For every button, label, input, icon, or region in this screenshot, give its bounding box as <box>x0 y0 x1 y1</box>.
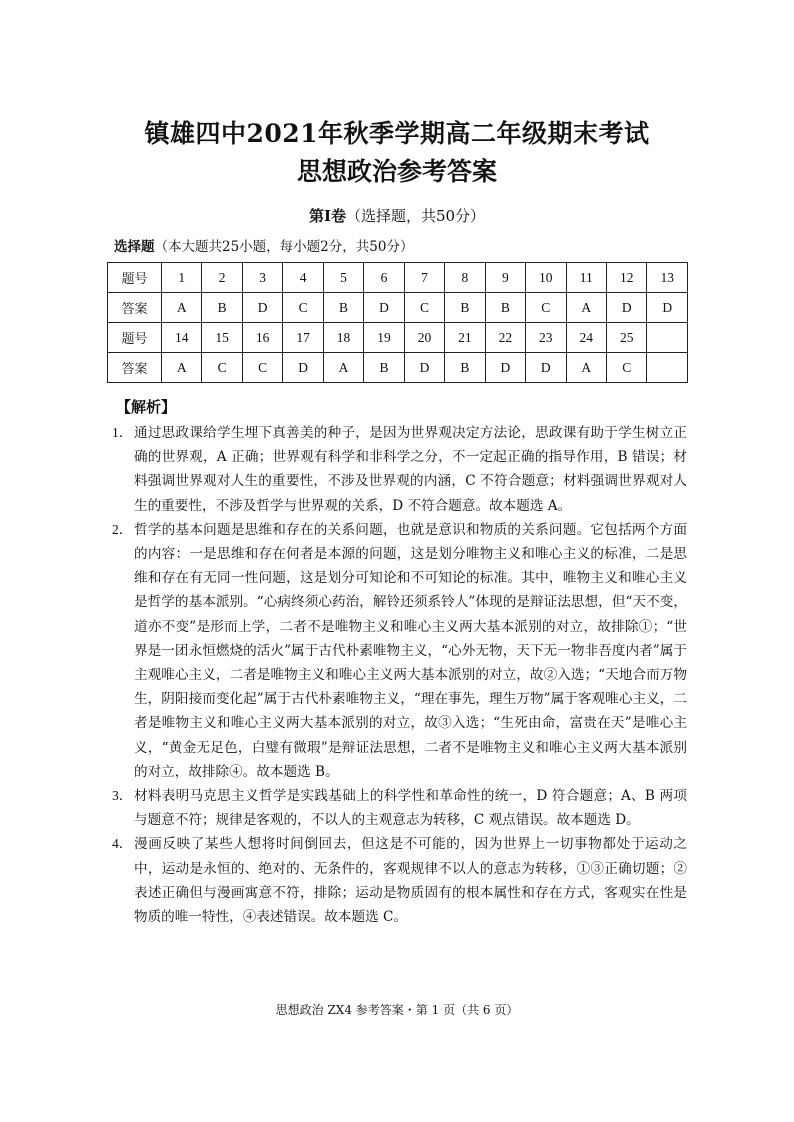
question-number-cell: 4 <box>283 263 323 293</box>
answer-cell: C <box>202 353 242 383</box>
question-number-cell: 11 <box>566 263 606 293</box>
answer-cell: A <box>566 353 606 383</box>
section-heading <box>0 205 794 226</box>
answer-cell: B <box>364 353 404 383</box>
answer-cell: C <box>404 293 444 323</box>
question-number-cell: 17 <box>283 323 323 353</box>
item-text: 材料表明马克思主义哲学是实践基础上的科学性和革命性的统一，D 符合题意；A、B 两项与题意不符；规律是客观的，不以人的主观意志为转移，C 观点错误。故本题选 D。 <box>134 788 687 829</box>
answer-table-row <box>108 323 688 353</box>
row-header-cell: 题号 <box>108 263 162 293</box>
question-number-cell: 14 <box>162 323 202 353</box>
question-number-cell: 1 <box>162 263 202 293</box>
choice-note-detail: （本大题共25小题，每小题2分，共50分） <box>154 239 414 255</box>
section-detail: （选择题，共50分） <box>345 207 486 225</box>
question-number-cell: 12 <box>606 263 646 293</box>
section-label: 第Ⅰ卷 <box>308 207 346 225</box>
choice-note <box>114 235 413 255</box>
analysis-item <box>112 784 687 832</box>
question-number-cell: 8 <box>445 263 485 293</box>
analysis-item <box>112 518 687 784</box>
analysis-item <box>112 832 687 929</box>
question-number-cell: 23 <box>526 323 566 353</box>
item-text: 漫画反映了某些人想将时间倒回去，但这是不可能的，因为世界上一切事物都处于运动之中，运动是永恒的、绝对的、无条件的，客观规律不以人的意志为转移，①③正确切题；②表述正确但与漫画寓意不符，排除；运动是物质固有的根本属性和存在方式，客观实在性是物质的唯一特性，④表述错误。故本题选 C。 <box>134 836 687 926</box>
question-number-cell: 9 <box>485 263 525 293</box>
answer-table-row <box>108 263 688 293</box>
question-number-cell: 22 <box>485 323 525 353</box>
answer-cell: A <box>162 353 202 383</box>
analysis-list <box>112 421 687 929</box>
answer-cell: D <box>242 293 282 323</box>
answer-cell: A <box>566 293 606 323</box>
answer-cell: D <box>606 293 646 323</box>
answer-cell: B <box>202 293 242 323</box>
question-number-cell: 16 <box>242 323 282 353</box>
question-number-cell: 7 <box>404 263 444 293</box>
question-number-cell: 10 <box>526 263 566 293</box>
question-number-cell <box>647 323 688 353</box>
answer-cell: B <box>445 293 485 323</box>
answer-cell: D <box>364 293 404 323</box>
answer-cell: D <box>485 353 525 383</box>
answer-cell: C <box>606 353 646 383</box>
question-number-cell: 24 <box>566 323 606 353</box>
question-number-cell: 13 <box>647 263 688 293</box>
answer-table-row <box>108 353 688 383</box>
page-footer: 思想政治 ZX4 参考答案・第 1 页（共 6 页） <box>275 1003 519 1017</box>
row-header-cell: 答案 <box>108 353 162 383</box>
answer-cell: D <box>526 353 566 383</box>
question-number-cell: 21 <box>445 323 485 353</box>
analysis-item <box>112 421 687 518</box>
question-number-cell: 19 <box>364 323 404 353</box>
answer-cell: C <box>526 293 566 323</box>
answer-cell: D <box>283 353 323 383</box>
answer-cell: C <box>242 353 282 383</box>
exam-title: 镇雄四中2021年秋季学期高二年级期末考试 <box>144 119 650 148</box>
row-header-cell: 答案 <box>108 293 162 323</box>
answer-cell: A <box>162 293 202 323</box>
answer-cell: D <box>647 293 688 323</box>
question-number-cell: 2 <box>202 263 242 293</box>
answer-cell: D <box>404 353 444 383</box>
question-number-cell: 6 <box>364 263 404 293</box>
question-number-cell: 25 <box>606 323 646 353</box>
analysis-heading: 【解析】 <box>116 398 177 416</box>
answer-cell <box>647 353 688 383</box>
item-number: 4． <box>112 836 133 852</box>
answer-cell: B <box>485 293 525 323</box>
question-number-cell: 18 <box>323 323 363 353</box>
answer-table <box>107 262 688 383</box>
item-text: 哲学的基本问题是思维和存在的关系问题，也就是意识和物质的关系问题。它包括两个方面的内容：一是思维和存在何者是本源的问题，这是划分唯物主义和唯心主义的标准，二是思维和存在有无同一性问题，这是划分可知论和不可知论的标准。其中，唯物主义和唯心主义是哲学的基本派别。“心病终须心药治，解铃还须系铃人”体现的是辩证法思想，但“天不变，道亦不变”是形而上学，二者不是唯物主义和唯心主义两大基本派别的对立，故排除①；“世界是一团永恒燃烧的活火”属于古代朴素唯物主义，“心外无物，天下无一物非吾度内者”属于主观唯心主义，二者是唯物主义和唯心主义两大基本派别的对立，故②入选；“天地合而万物生，阴阳接而变化起”属于古代朴素唯物主义，“理在事先，理生万物”属于客观唯心主义，二者是唯物主义和唯心主义两大基本派别的对立，故③入选；“生死由命，富贵在天”是唯心主义，“黄金无足色，白璧有微瑕”是辩证法思想，二者不是唯物主义和唯心主义两大基本派别的对立，故排除④。故本题选 B。 <box>134 521 687 780</box>
answer-cell: B <box>323 293 363 323</box>
question-number-cell: 20 <box>404 323 444 353</box>
item-text: 通过思政课给学生埋下真善美的种子，是因为世界观决定方法论，思政课有助于学生树立正确的世界观，A 正确；世界观有科学和非科学之分，不一定起正确的指导作用，B 错误；材料强调世界观对人生的重要性，不涉及世界观的内涵，C 不符合题意；材料强调世界观对人生的重要性，不涉及哲学与世界观的关系，D 不符合题意。故本题选 A。 <box>134 425 687 514</box>
item-number: 3． <box>112 788 133 804</box>
item-number: 2． <box>112 521 133 537</box>
answer-cell: A <box>323 353 363 383</box>
exam-subtitle: 思想政治参考答案 <box>296 157 497 186</box>
choice-note-label: 选择题 <box>114 239 155 255</box>
question-number-cell: 3 <box>242 263 282 293</box>
row-header-cell: 题号 <box>108 323 162 353</box>
answer-cell: C <box>283 293 323 323</box>
question-number-cell: 5 <box>323 263 363 293</box>
answer-table-row <box>108 293 688 323</box>
item-number: 1． <box>112 425 133 440</box>
answer-cell: B <box>445 353 485 383</box>
question-number-cell: 15 <box>202 323 242 353</box>
